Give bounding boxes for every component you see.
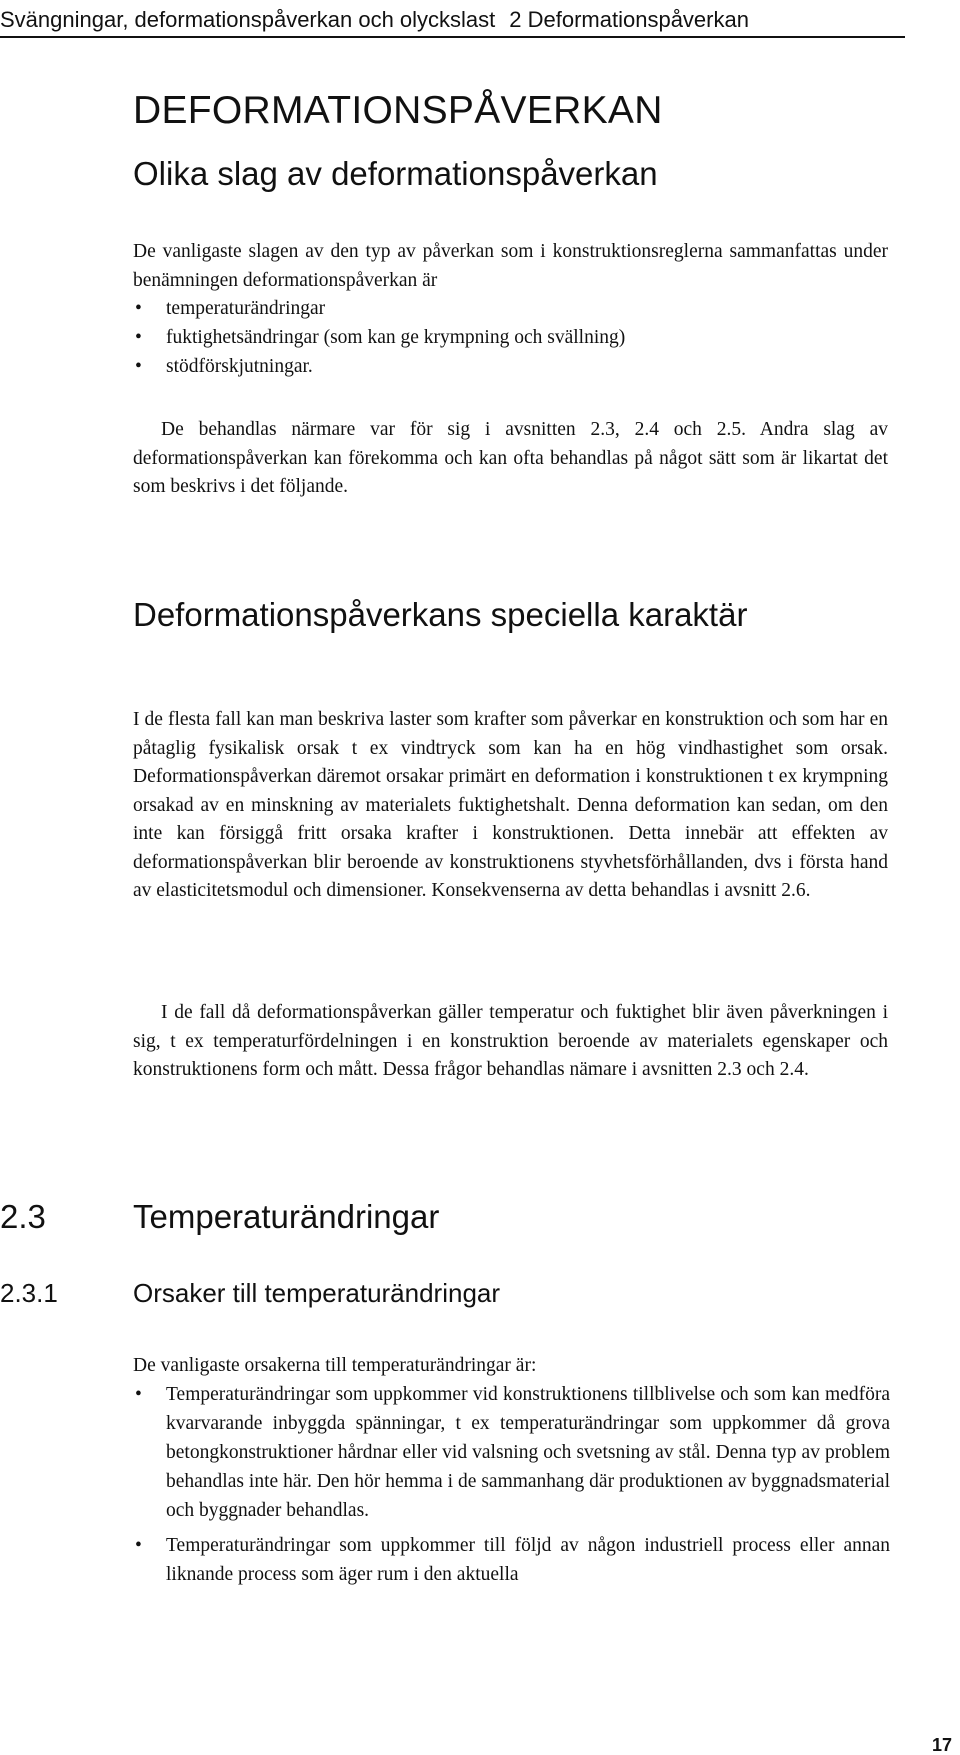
causes-intro-text: De vanligaste orsakerna till temperaturändringar är: [133,1355,537,1376]
subsection-title: Orsaker till temperaturändringar [133,1278,501,1308]
section-title: Temperaturändringar [133,1198,440,1235]
list-item [133,294,625,323]
list-item [133,1531,890,1589]
special-paragraph-1 [133,706,888,906]
list-item [133,352,625,381]
list-item [133,1380,890,1525]
paragraph-text: I de fall då deformationspåverkan gäller temperatur och fuktighet blir även påverkningen i sig, t ex temperaturfördelningen i en konstruktion beroende av materialets egenskaper och konstruktionens form och mått. Dessa frågor behandlas nämare i avsnitten 2.3 och 2.4. [133,1002,888,1080]
page-subtitle: Olika slag av deformationspåverkan [133,155,658,192]
causes-bullet-list [133,1380,890,1595]
running-header [0,6,905,38]
bullet-icon: • [135,327,142,348]
paragraph-text: I de flesta fall kan man beskriva laster som krafter som påverkar en konstruktion och som har en påtaglig fysikalisk orsak t ex vindtryck som kan ha en hög vindhastighet som orsak. Deformationspåverkan däremot orsakar primärt en deformation i konstruktionen t ex krympning orsakad av en minskning av materialets fuktighetshalt. Denna deformation kan sedan, om den inte kan försiggå fritt orsaka krafter i konstruktionen. Detta innebär att effekten av deformationspåverkan blir beroende av konstruktionens styvhetsförhållanden, dvs i första hand av elasticitetsmodul och dimensioner. Konsekvenserna av detta behandlas i avsnitt 2.6. [133,709,888,901]
subsection-number: 2.3.1 [0,1278,58,1308]
bullet-icon: • [135,298,142,319]
intro-paragraph [133,238,888,295]
list-item-text: fuktighetsändringar (som kan ge krympning och svällning) [166,327,626,348]
intro-text: De vanligaste slagen av den typ av påverkan som i konstruktionsreglerna sammanfattas under benämningen deformationspåverkan är [133,241,888,291]
list-item-text: Temperaturändringar som uppkommer vid konstruktionens tillblivelse och som kan medföra kvarvarande inbyggda spänningar, t ex temperaturändringar som uppkommer då grova betongkonstruktioner hårdnar eller vid valsning och svetsning av stål. Denna typ av problem behandlas inte här. Den hör hemma i de sammanhang där produktionen av byggnadsmaterial och byggnader behandlas. [166,1384,890,1521]
page-number: 17 [931,1735,952,1755]
treated-paragraph [133,416,888,502]
list-item-text: stödförskjutningar. [166,356,313,377]
bullet-icon: • [135,1384,142,1405]
section-heading-special: Deformationspåverkans speciella karaktär [133,596,748,633]
list-item-text: Temperaturändringar som uppkommer till följd av någon industriell process eller annan liknande process som äger rum i den aktuella [166,1535,890,1585]
section-heading-2-3-1 [0,1276,500,1310]
treated-text: De behandlas närmare var för sig i avsnitten 2.3, 2.4 och 2.5. Andra slag av deformationspåverkan kan förekomma och kan ofta behandlas på något sätt som är likartat det som beskrivs i det följande. [133,419,888,497]
intro-bullet-list [133,294,625,381]
bullet-icon: • [135,1535,142,1556]
page-title: DEFORMATIONSPÅVERKAN [133,89,663,132]
header-section-title: 2 Deformationspåverkan [509,7,749,32]
list-item [133,323,625,352]
header-chapter-title: Svängningar, deformationspåverkan och olyckslast [0,7,496,32]
causes-intro-paragraph [133,1352,888,1381]
section-number: 2.3 [0,1198,46,1235]
bullet-icon: • [135,356,142,377]
section-heading-2-3 [0,1195,439,1239]
special-paragraph-2 [133,999,888,1085]
list-item-text: temperaturändringar [166,298,326,319]
